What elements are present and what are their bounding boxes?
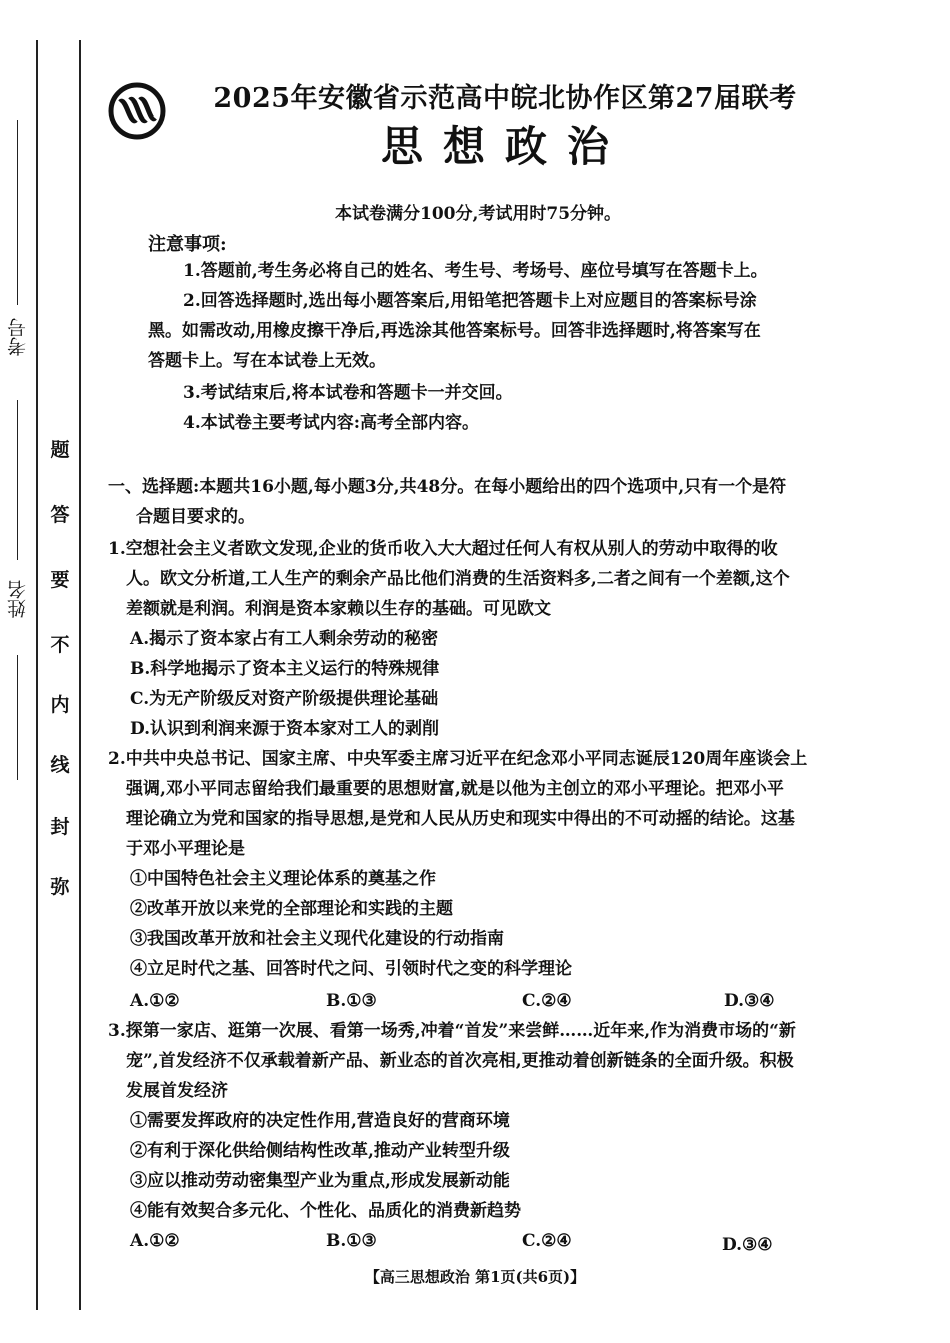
seal-char-1: 题 (50, 439, 70, 461)
q3-option-a: A.①② (130, 1231, 180, 1251)
q2-item-2: ②改革开放以来党的全部理论和实践的主题 (130, 899, 453, 919)
section-heading: 一、选择题:本题共16小题,每小题3分,共48分。在每小题给出的四个选项中,只有一个是符 (108, 477, 787, 497)
attention-heading: 注意事项: (148, 234, 227, 255)
attention-item-2-end: 答题卡上。写在本试卷上无效。 (148, 351, 386, 371)
q1-option-b: B.科学地揭示了资本主义运行的特殊规律 (130, 659, 440, 679)
seal-char-2: 答 (50, 504, 70, 526)
attention-item-1: 1.答题前,考生务必将自己的姓名、考生号、考场号、座位号填写在答题卡上。 (183, 261, 768, 281)
seal-char-8: 弥 (50, 876, 70, 898)
q2-option-a: A.①② (130, 991, 180, 1011)
section-heading-cont: 合题目要求的。 (136, 507, 255, 527)
subject-title: 思想政治 (380, 122, 629, 171)
seal-char-5: 内 (50, 694, 70, 716)
q3-option-d: D.③④ (722, 1235, 773, 1255)
q2-stem-1: 2.中共中央总书记、国家主席、中央军委主席习近平在纪念邓小平同志诞辰120周年座谈会上 (108, 749, 808, 769)
seal-char-6: 线 (50, 754, 70, 776)
q2-item-4: ④立足时代之基、回答时代之问、引领时代之变的科学理论 (130, 959, 572, 979)
q3-item-4: ④能有效契合多元化、个性化、品质化的消费新趋势 (130, 1201, 521, 1221)
q1-stem-2: 人。欧文分析道,工人生产的剩余产品比他们消费的生活资料多,二者之间有一个差额,这个 (126, 569, 790, 589)
attention-item-2-cont: 黑。如需改动,用橡皮擦干净后,再选涂其他答案标号。回答非选择题时,将答案写在 (148, 321, 761, 341)
name-label: 姓名 (7, 580, 29, 618)
q2-option-c: C.②④ (522, 991, 572, 1011)
q2-stem-3: 理论确立为党和国家的指导思想,是党和人民从历史和现实中得出的不可动摇的结论。这基 (126, 809, 795, 829)
exam-number-blank-lower[interactable] (17, 400, 18, 560)
q3-option-c: C.②④ (522, 1231, 572, 1251)
q1-stem-3: 差额就是利润。利润是资本家赖以生存的基础。可见欧文 (126, 599, 551, 619)
seal-char-3: 要 (50, 569, 70, 591)
q1-option-a: A.揭示了资本家占有工人剩余劳动的秘密 (130, 629, 439, 649)
q2-item-3: ③我国改革开放和社会主义现代化建设的行动指南 (130, 929, 504, 949)
q3-stem-3: 发展首发经济 (126, 1081, 228, 1101)
exam-notice: 本试卷满分100分,考试用时75分钟。 (335, 204, 622, 224)
exam-logo-icon (108, 82, 166, 144)
seal-char-4: 不 (50, 634, 70, 656)
q1-option-d: D.认识到利润来源于资本家对工人的剥削 (130, 719, 440, 739)
q1-stem-1: 1.空想社会主义者欧文发现,企业的货币收入大大超过任何人有权从别人的劳动中取得的收 (108, 539, 778, 559)
binding-line-outer (36, 40, 38, 1310)
q3-item-2: ②有利于深化供给侧结构性改革,推动产业转型升级 (130, 1141, 510, 1161)
q2-stem-4: 于邓小平理论是 (126, 839, 245, 859)
q3-stem-1: 3.探第一家店、逛第一次展、看第一场秀,冲着“首发”来尝鲜……近年来,作为消费市场的“新 (108, 1021, 796, 1041)
q2-option-b: B.①③ (326, 991, 377, 1011)
exam-number-blank[interactable] (17, 120, 18, 305)
q3-stem-2: 宠”,首发经济不仅承载着新产品、新业态的首次亮相,更推动着创新链条的全面升级。积极 (126, 1051, 794, 1071)
q2-stem-2: 强调,邓小平同志留给我们最重要的思想财富,就是以他为主创立的邓小平理论。把邓小平 (126, 779, 784, 799)
seal-char-7: 封 (50, 816, 70, 838)
q2-option-d: D.③④ (724, 991, 775, 1011)
exam-number-label: 考号 (7, 318, 29, 356)
q3-item-3: ③应以推动劳动密集型产业为重点,形成发展新动能 (130, 1171, 510, 1191)
attention-item-3: 3.考试结束后,将本试卷和答题卡一并交回。 (183, 383, 513, 403)
attention-item-4: 4.本试卷主要考试内容:高考全部内容。 (183, 413, 480, 433)
binding-line-inner (79, 40, 81, 1310)
q2-item-1: ①中国特色社会主义理论体系的奠基之作 (130, 869, 436, 889)
name-blank[interactable] (17, 655, 18, 780)
q3-option-b: B.①③ (326, 1231, 377, 1251)
q1-option-c: C.为无产阶级反对资产阶级提供理论基础 (130, 689, 439, 709)
exam-title: 2025年安徽省示范高中皖北协作区第27届联考 (213, 83, 797, 114)
page-footer: 【高三思想政治 第1页(共6页)】 (364, 1268, 586, 1286)
q3-item-1: ①需要发挥政府的决定性作用,营造良好的营商环境 (130, 1111, 510, 1131)
attention-item-2: 2.回答选择题时,选出每小题答案后,用铅笔把答题卡上对应题目的答案标号涂 (183, 291, 757, 311)
